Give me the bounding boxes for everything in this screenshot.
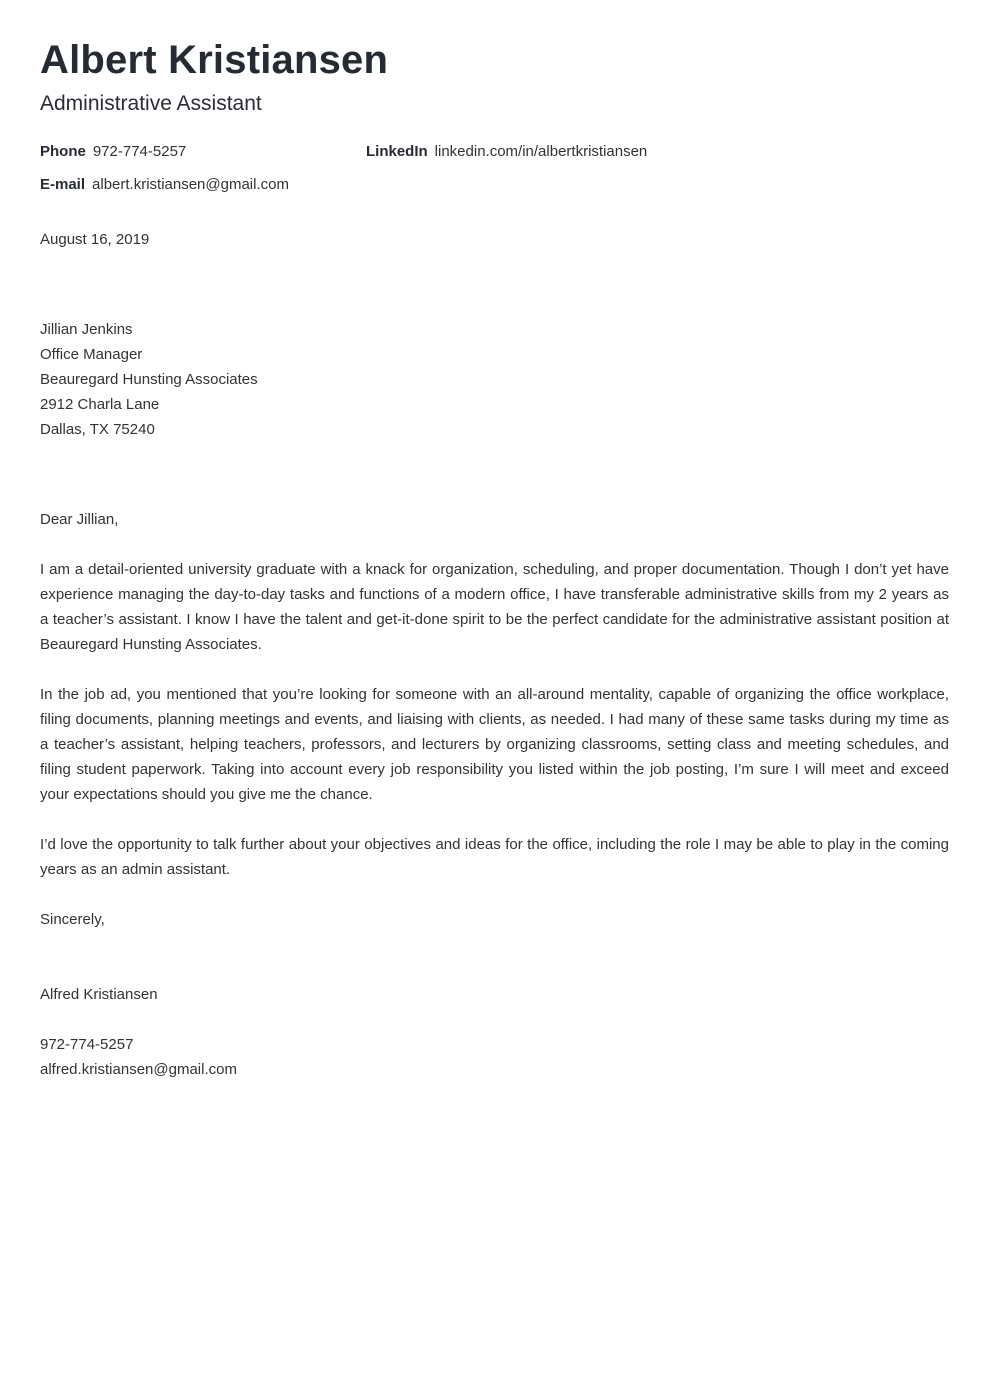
body-paragraph-2: In the job ad, you mentioned that you’re looking for someone with an all-around mentality, capable of organizing the office workplace, filing documents, planning meetings and events, and liaising with clients, as needed. I had many of these same tasks during my time as a teacher’s assistant, helping teachers, professors, and lecturers by organizing classrooms, setting class and meeting schedules, and filing student paperwork. Taking into account every job responsibility you listed within the job posting, I’m sure I will meet and exceed your expectations should you give me the chance. (40, 686, 949, 803)
email-value: albert.kristiansen@gmail.com (92, 176, 289, 193)
closing: Sincerely, (40, 911, 105, 928)
applicant-name: Albert Kristiansen (40, 38, 389, 82)
linkedin-label: LinkedIn (366, 143, 428, 160)
salutation: Dear Jillian, (40, 511, 119, 528)
phone-value: 972-774-5257 (92, 143, 187, 160)
contact-phone (40, 142, 186, 162)
signature-name: Alfred Kristiansen (40, 986, 158, 1003)
recipient-company: Beauregard Hunsting Associates (40, 371, 258, 388)
linkedin-value: linkedin.com/in/albertkristiansen (434, 143, 648, 160)
contact-email (40, 175, 289, 195)
body-paragraph-1: I am a detail-oriented university graduate with a knack for organization, scheduling, and proper documentation. Though I don’t yet have experience managing the day-to-day tasks and functions of a modern office, I have transferable administrative skills from my 2 years as a teacher’s assistant. I know I have the talent and get-it-done spirit to be the perfect candidate for the administrative assistant position at Beauregard Hunsting Associates. (40, 561, 949, 653)
footer-email: alfred.kristiansen@gmail.com (40, 1061, 237, 1078)
recipient-name: Jillian Jenkins (40, 321, 133, 338)
footer-phone: 972-774-5257 (40, 1036, 134, 1053)
body-paragraph-3: I’d love the opportunity to talk further about your objectives and ideas for the office, including the role I may be able to play in the coming years as an admin assistant. (40, 836, 949, 878)
recipient-address (40, 317, 949, 442)
contact-linkedin (366, 142, 647, 162)
recipient-position: Office Manager (40, 346, 143, 363)
email-label: E-mail (40, 176, 86, 193)
applicant-title: Administrative Assistant (40, 92, 262, 115)
recipient-city: Dallas, TX 75240 (40, 421, 155, 438)
letter-date: August 16, 2019 (40, 231, 150, 248)
footer-contact (40, 1032, 949, 1082)
recipient-street: 2912 Charla Lane (40, 396, 160, 413)
phone-label: Phone (40, 143, 86, 160)
